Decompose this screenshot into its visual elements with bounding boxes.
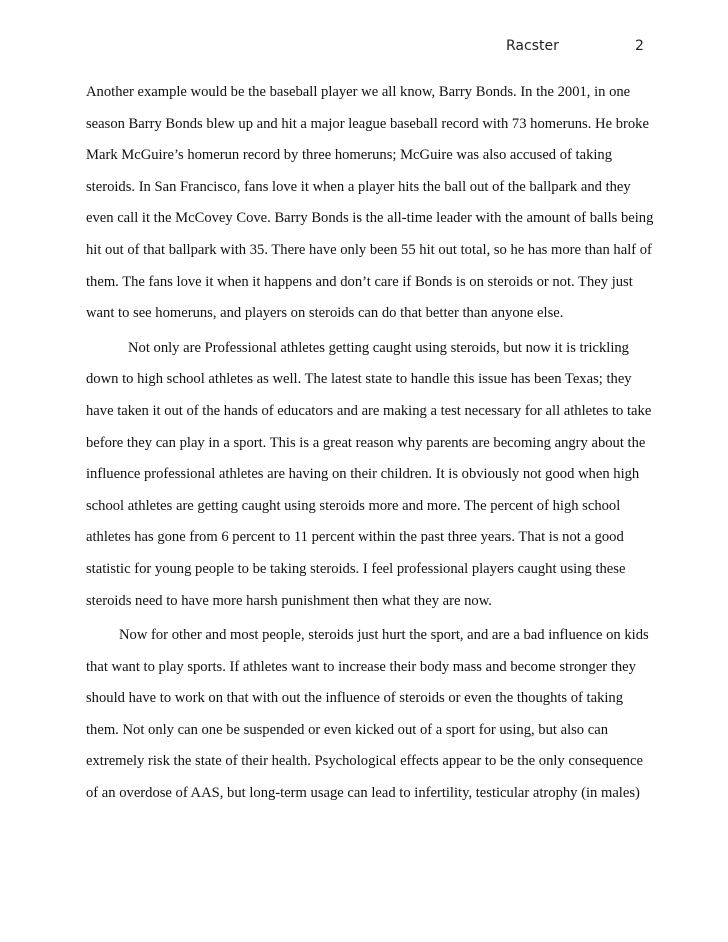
text-line: extremely risk the state of their health. Psychological effects appear to be the only consequence (86, 753, 643, 770)
paragraph (86, 338, 652, 622)
text-line: athletes has gone from 6 percent to 11 percent within the past three years. That is not a good (86, 529, 624, 546)
text-line: hit out of that ballpark with 35. There have only been 55 hit out total, so he has more than half of (86, 241, 652, 258)
text-line: of an overdose of AAS, but long-term usage can lead to infertility, testicular atrophy (in males) (86, 785, 640, 802)
text-line: have taken it out of the hands of educators and are making a test necessary for all athletes to take (86, 402, 652, 419)
text-line: steroids need to have more harsh punishment then what they are now. (86, 592, 492, 609)
text-line: want to see homeruns, and players on steroids can do that better than anyone else. (86, 305, 564, 322)
text-line: influence professional athletes are having on their children. It is obviously not good when high (86, 466, 640, 483)
text-line: before they can play in a sport. This is a great reason why parents are becoming angry about the (86, 434, 646, 451)
text-line: Mark McGuire’s homerun record by three homeruns; McGuire was also accused of taking (86, 147, 613, 164)
text-line: Now for other and most people, steroids just hurt the sport, and are a bad influence on kids (119, 627, 649, 644)
text-line: Not only are Professional athletes getting caught using steroids, but now it is trickling (128, 339, 629, 356)
text-line: should have to work on that with out the influence of steroids or even the thoughts of taking (86, 690, 624, 707)
text-line: season Barry Bonds blew up and hit a major league baseball record with 73 homeruns. He broke (86, 115, 649, 132)
text-line: them. Not only can one be suspended or even kicked out of a sport for using, but also can (86, 721, 609, 738)
text-line: that want to play sports. If athletes want to increase their body mass and become stronger they (86, 658, 636, 675)
running-header (0, 38, 728, 62)
text-line: them. The fans love it when it happens and don’t care if Bonds is on steroids or not. They just (86, 273, 633, 290)
text-line: even call it the McCovey Cove. Barry Bonds is the all-time leader with the amount of balls being (86, 210, 654, 227)
body-text (86, 82, 654, 815)
text-line: down to high school athletes as well. The latest state to handle this issue has been Texas; they (86, 371, 632, 388)
text-line: Another example would be the baseball player we all know, Barry Bonds. In the 2001, in one (86, 84, 631, 100)
text-line: statistic for young people to be taking steroids. I feel professional players caught using these (86, 560, 626, 577)
paragraph (86, 82, 654, 335)
header-page-number: 2 (635, 38, 644, 54)
paragraph (86, 625, 649, 815)
header-author: Racster (506, 38, 559, 54)
text-line: steroids. In San Francisco, fans love it when a player hits the ball out of the ballpark and they (86, 178, 631, 195)
text-line: school athletes are getting caught using steroids more and more. The percent of high school (86, 497, 621, 514)
